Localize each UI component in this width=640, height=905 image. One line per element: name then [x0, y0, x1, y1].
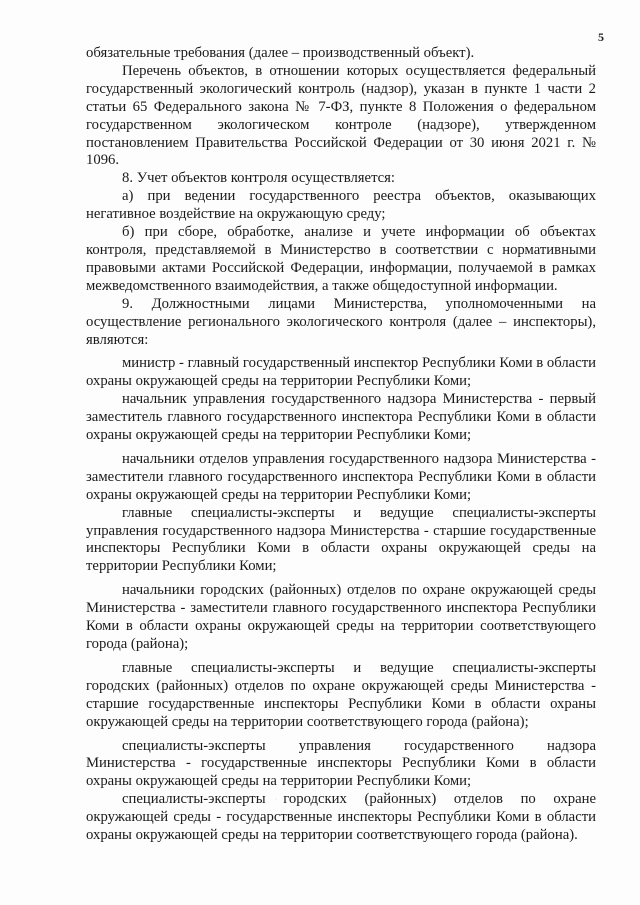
document-body [86, 45, 596, 845]
paragraph-item-8b: б) при сборе, обработке, анализе и учете информации об объектах контроля, представляемой в Министерство в соответствии с нормативными правовыми актами Российской Федерации, информации, получаемой в рамках межведомственного взаимодействия, а также общедоступной информации. [86, 224, 596, 294]
scan-noise [150, 790, 330, 808]
paragraph-inspector-specialists: специалисты-эксперты управления государственного надзора Министерства - государственные инспекторы Республики Коми в области охраны окружающей среды на территории Республики Коми; [86, 737, 596, 790]
paragraph-inspector-minister: министр - главный государственный инспектор Республики Коми в области охраны окружающей среды на территории Республики Коми; [86, 355, 596, 390]
paragraph-inspector-senior-experts: главные специалисты-эксперты и ведущие специалисты-эксперты управления государственного надзора Министерства - старшие государственные инспекторы Республики Коми в области охраны окружающей среды на территории Республики Коми; [86, 504, 596, 575]
paragraph-objects-list: Перечень объектов, в отношении которых осуществляется федеральный государственный экологический контроль (надзор), указан в пункте 1 части 2 статьи 65 Федерального закона № 7-ФЗ, пункте 8 Положения о федеральном государственном экологическом контроле (надзоре), утвержденном постановлением Правительства Российской Федерации от 30 июня 2021 г. № 1096. [86, 62, 596, 169]
paragraph-item-9: 9. Должностными лицами Министерства, уполномоченными на осуществление регионального экологического контроля (далее – инспекторы), являются: [86, 295, 596, 348]
paragraph-continuation: обязательные требования (далее – производственный объект). [86, 45, 475, 61]
paragraph-inspector-head-of-department: начальник управления государственного надзора Министерства - первый заместитель главного государственного инспектора Республики Коми в области охраны окружающей среды на территории Республики Коми; [86, 391, 596, 444]
paragraph-inspector-city-heads: начальники городских (районных) отделов по охране окружающей среды Министерства - заместители главного государственного инспектора Республики Коми в области охраны окружающей среды на территории соответствующего города (района); [86, 582, 596, 652]
paragraph-item-8: 8. Учет объектов контроля осуществляется: [122, 170, 396, 187]
page-number: 5 [598, 30, 604, 44]
paragraph-inspector-city-specialists: специалисты-эксперты городских (районных) отделов по охране окружающей среды - государственные инспекторы Республики Коми в области охраны окружающей среды на территории соответствующего города (района). [86, 791, 596, 844]
paragraph-inspector-section-heads: начальники отделов управления государственного надзора Министерства - заместители главного государственного инспектора Республики Коми в области охраны окружающей среды на территории Республики Коми; [86, 450, 596, 503]
paragraph-item-8a: а) при ведении государственного реестра объектов, оказывающих негативное воздействие на окружающую среду; [86, 188, 596, 223]
paragraph-inspector-city-experts: главные специалисты-эксперты и ведущие специалисты-эксперты городских (районных) отделов по охране окружающей среды Министерства - старшие государственные инспекторы Республики Коми в области охраны окружающей среды на территории соответствующего города (района); [86, 659, 596, 730]
